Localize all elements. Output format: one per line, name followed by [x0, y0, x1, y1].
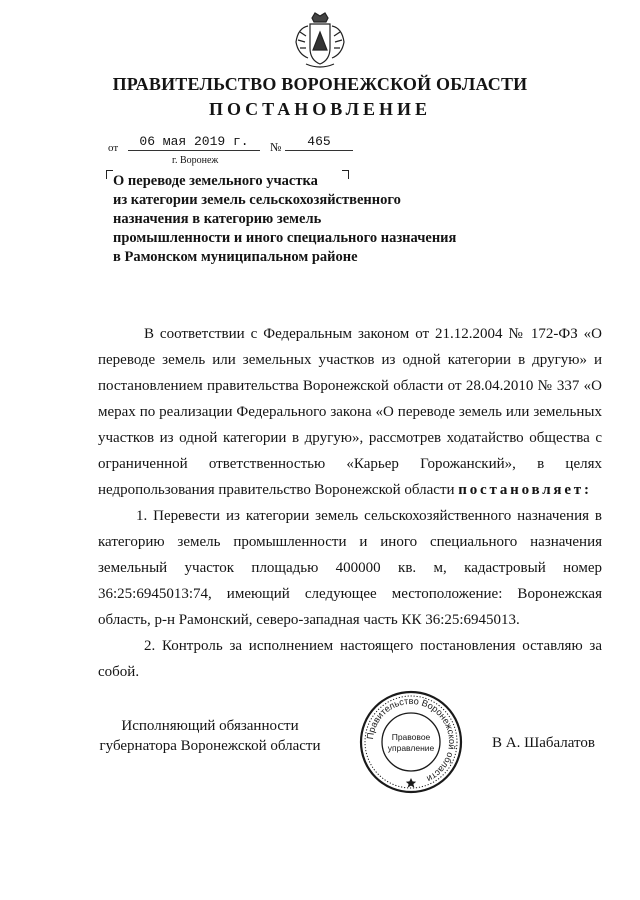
document-number: 465 — [285, 134, 353, 151]
item-1-paragraph: 1. Перевести из категории земель сельскохозяйственного назначения в категорию земель промышленности и иного специального назначения земельный участок площадью 400000 кв. м, кадастровый номер 36:25:6945013:74, имеющий следующее местоположение: Воронежская область, р-н Рамонский, северо-западная часть КК 36:25:6945013. — [98, 508, 602, 628]
preamble-paragraph — [98, 321, 602, 503]
item-2-paragraph: 2. Контроль за исполнением настоящего постановления оставляю за собой. — [98, 638, 602, 680]
city-label: г. Воронеж — [172, 155, 219, 166]
stamp-ring-text: Правительство Воронежской области — [365, 695, 458, 785]
subject-line: О переводе земельного участка — [113, 173, 318, 189]
stamp-center-line: управление — [387, 743, 435, 753]
number-prefix: № — [270, 140, 282, 154]
official-stamp-icon — [359, 690, 463, 794]
document-subject — [113, 172, 493, 267]
signatory-title-line: Исполняющий обязанности — [121, 718, 299, 734]
signatory-title — [95, 716, 325, 756]
stamp-center-line: Правовое — [391, 732, 431, 742]
subject-line: из категории земель сельскохозяйственного — [113, 192, 401, 208]
document-type: ПОСТАНОВЛЕНИЕ — [208, 99, 432, 119]
document-body — [98, 321, 602, 685]
voronezh-coat-of-arms-icon — [290, 10, 350, 72]
date-prefix: от — [108, 142, 119, 154]
signatory-title-line: губернатора Воронежской области — [99, 738, 321, 754]
subject-line: назначения в категорию земель — [113, 211, 322, 227]
resolves-word: постановляет: — [458, 482, 592, 498]
signatory-name: В А. Шабалатов — [492, 735, 595, 751]
document-date: 06 мая 2019 г. — [128, 134, 260, 151]
subject-line: промышленности и иного специального назначения — [113, 230, 457, 246]
preamble-text: В соответствии с Федеральным законом от 21.12.2004 № 172-ФЗ «О переводе земель или земельных участков из одной категории в другую» и постановлением правительства Воронежской области от 28.04.2010 № 337 «О мерах по реализации Федерального закона «О переводе земель или земельных участков из одной категории в другую», рассмотрев ходатайство общества с ограниченной ответственностью «Карьер Горожанский», в целях недропользования правительство Воронежской области — [98, 326, 602, 498]
subject-line: в Рамонском муниципальном районе — [113, 249, 358, 265]
government-title: ПРАВИТЕЛЬСТВО ВОРОНЕЖСКОЙ ОБЛАСТИ — [112, 74, 528, 94]
subject-corner-left — [106, 170, 113, 179]
